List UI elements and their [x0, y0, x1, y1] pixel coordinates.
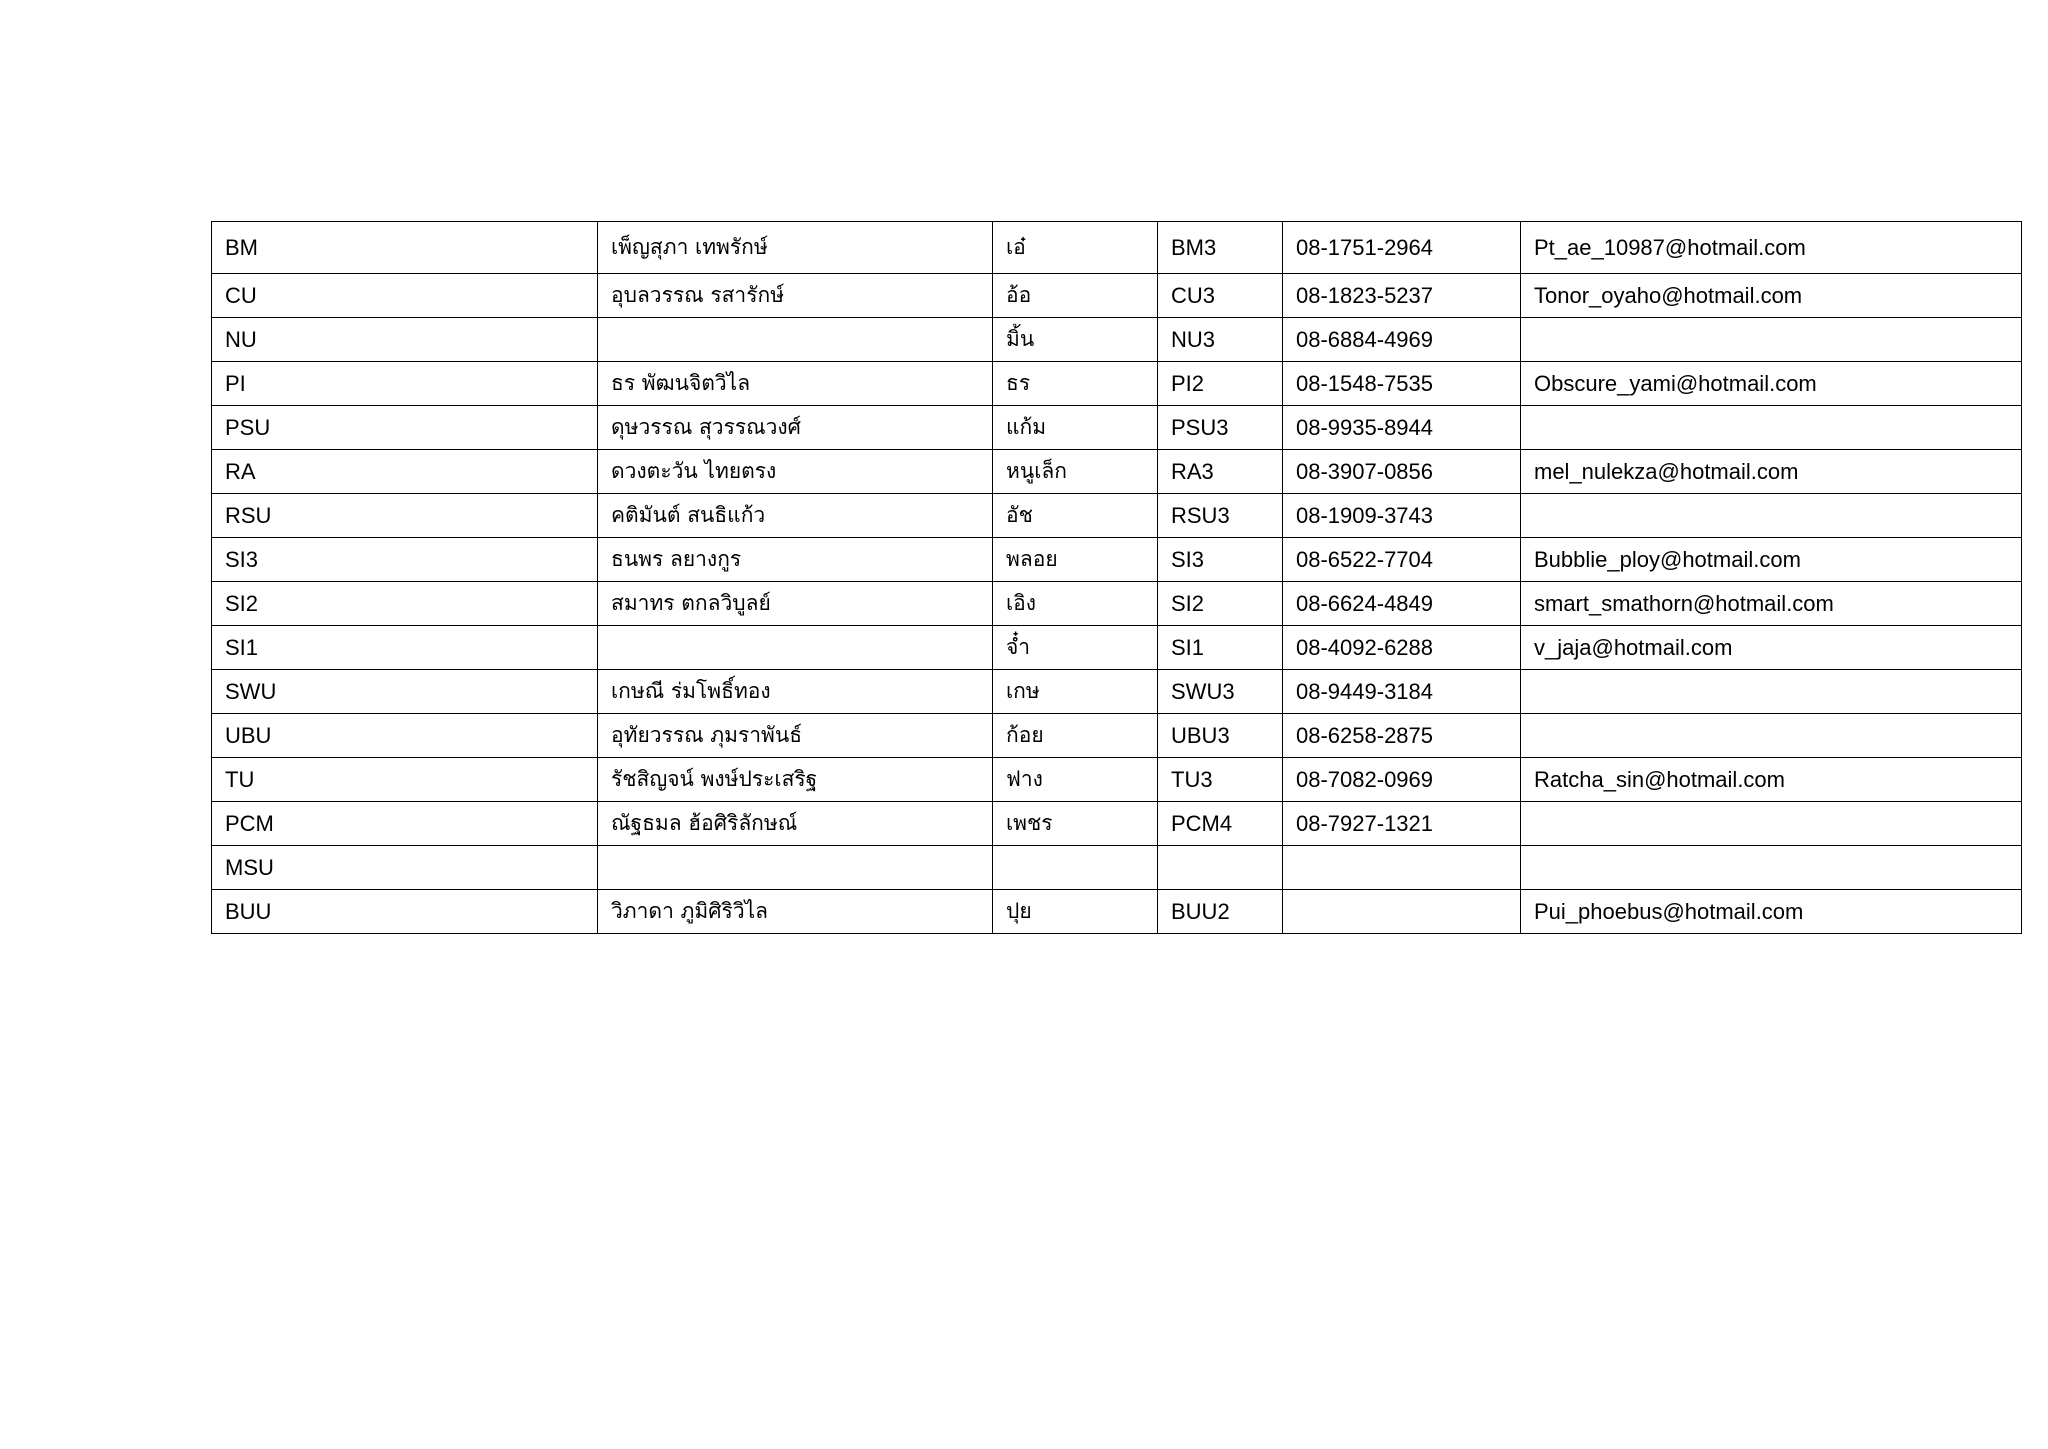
cell-name: เพ็ญสุภา เทพรักษ์ — [598, 222, 993, 274]
cell-id: UBU3 — [1158, 714, 1283, 758]
cell-email — [1521, 714, 2022, 758]
cell-name: คติมันต์ สนธิแก้ว — [598, 494, 993, 538]
cell-nickname: อ้อ — [993, 274, 1158, 318]
cell-name — [598, 318, 993, 362]
cell-phone: 08-3907-0856 — [1283, 450, 1521, 494]
cell-nickname: หนูเล็ก — [993, 450, 1158, 494]
cell-name: อุบลวรรณ รสารักษ์ — [598, 274, 993, 318]
contact-table — [211, 221, 2022, 934]
table-row — [212, 758, 2022, 802]
cell-name: ดุษวรรณ สุวรรณวงศ์ — [598, 406, 993, 450]
cell-nickname: ธร — [993, 362, 1158, 406]
cell-code: SI3 — [212, 538, 598, 582]
table-row — [212, 318, 2022, 362]
cell-code: TU — [212, 758, 598, 802]
cell-name: อุทัยวรรณ ภุมราพันธ์ — [598, 714, 993, 758]
cell-nickname: เกษ — [993, 670, 1158, 714]
cell-nickname: เอิง — [993, 582, 1158, 626]
cell-code: CU — [212, 274, 598, 318]
cell-nickname: จ๋ำ — [993, 626, 1158, 670]
cell-email: v_jaja@hotmail.com — [1521, 626, 2022, 670]
cell-id: RA3 — [1158, 450, 1283, 494]
cell-code: PCM — [212, 802, 598, 846]
cell-id: SI2 — [1158, 582, 1283, 626]
table-row — [212, 714, 2022, 758]
cell-id: NU3 — [1158, 318, 1283, 362]
cell-email — [1521, 406, 2022, 450]
cell-name: ธร พัฒนจิตวิไล — [598, 362, 993, 406]
cell-nickname: พลอย — [993, 538, 1158, 582]
cell-email — [1521, 846, 2022, 890]
table-row — [212, 582, 2022, 626]
cell-email: Ratcha_sin@hotmail.com — [1521, 758, 2022, 802]
cell-phone: 08-6884-4969 — [1283, 318, 1521, 362]
cell-email: smart_smathorn@hotmail.com — [1521, 582, 2022, 626]
cell-nickname: ปุย — [993, 890, 1158, 934]
contact-table-body — [212, 222, 2022, 934]
cell-code: RSU — [212, 494, 598, 538]
cell-name: สมาทร ตกลวิบูลย์ — [598, 582, 993, 626]
cell-name: วิภาดา ภูมิศิริวิไล — [598, 890, 993, 934]
cell-code: SWU — [212, 670, 598, 714]
cell-code: SI2 — [212, 582, 598, 626]
cell-email — [1521, 494, 2022, 538]
cell-phone: 08-9449-3184 — [1283, 670, 1521, 714]
cell-id: SWU3 — [1158, 670, 1283, 714]
cell-phone: 08-6624-4849 — [1283, 582, 1521, 626]
table-row — [212, 802, 2022, 846]
cell-phone: 08-7082-0969 — [1283, 758, 1521, 802]
cell-id: PSU3 — [1158, 406, 1283, 450]
cell-id — [1158, 846, 1283, 890]
cell-name — [598, 626, 993, 670]
cell-phone: 08-1751-2964 — [1283, 222, 1521, 274]
table-row — [212, 846, 2022, 890]
cell-name — [598, 846, 993, 890]
cell-phone: 08-1909-3743 — [1283, 494, 1521, 538]
cell-code: SI1 — [212, 626, 598, 670]
cell-code: PSU — [212, 406, 598, 450]
cell-id: TU3 — [1158, 758, 1283, 802]
table-row — [212, 362, 2022, 406]
cell-phone: 08-4092-6288 — [1283, 626, 1521, 670]
cell-nickname: อัช — [993, 494, 1158, 538]
cell-phone: 08-7927-1321 — [1283, 802, 1521, 846]
cell-phone — [1283, 890, 1521, 934]
cell-id: SI1 — [1158, 626, 1283, 670]
cell-code: UBU — [212, 714, 598, 758]
cell-code: BM — [212, 222, 598, 274]
cell-id: BM3 — [1158, 222, 1283, 274]
table-row — [212, 222, 2022, 274]
cell-id: PCM4 — [1158, 802, 1283, 846]
cell-email: Pui_phoebus@hotmail.com — [1521, 890, 2022, 934]
cell-name: ณัฐธมล ฮ้อศิริลักษณ์ — [598, 802, 993, 846]
cell-email — [1521, 318, 2022, 362]
cell-nickname — [993, 846, 1158, 890]
cell-nickname: มิ้น — [993, 318, 1158, 362]
cell-name: รัชสิญจน์ พงษ์ประเสริฐ — [598, 758, 993, 802]
cell-email — [1521, 670, 2022, 714]
table-row — [212, 670, 2022, 714]
cell-id: SI3 — [1158, 538, 1283, 582]
cell-name: เกษณี ร่มโพธิ์ทอง — [598, 670, 993, 714]
cell-code: NU — [212, 318, 598, 362]
cell-phone: 08-1823-5237 — [1283, 274, 1521, 318]
table-row — [212, 406, 2022, 450]
cell-code: PI — [212, 362, 598, 406]
cell-email: Pt_ae_10987@hotmail.com — [1521, 222, 2022, 274]
cell-phone: 08-6258-2875 — [1283, 714, 1521, 758]
cell-id: BUU2 — [1158, 890, 1283, 934]
cell-id: CU3 — [1158, 274, 1283, 318]
cell-nickname: ก้อย — [993, 714, 1158, 758]
table-row — [212, 626, 2022, 670]
table-row — [212, 538, 2022, 582]
cell-email: Tonor_oyaho@hotmail.com — [1521, 274, 2022, 318]
table-row — [212, 494, 2022, 538]
table-row — [212, 450, 2022, 494]
cell-id: RSU3 — [1158, 494, 1283, 538]
cell-nickname: เพชร — [993, 802, 1158, 846]
cell-email: Bubblie_ploy@hotmail.com — [1521, 538, 2022, 582]
cell-email: Obscure_yami@hotmail.com — [1521, 362, 2022, 406]
table-row — [212, 274, 2022, 318]
cell-email — [1521, 802, 2022, 846]
cell-phone: 08-1548-7535 — [1283, 362, 1521, 406]
cell-code: RA — [212, 450, 598, 494]
cell-name: ดวงตะวัน ไทยตรง — [598, 450, 993, 494]
cell-name: ธนพร ลยางกูร — [598, 538, 993, 582]
cell-phone: 08-9935-8944 — [1283, 406, 1521, 450]
cell-phone — [1283, 846, 1521, 890]
cell-phone: 08-6522-7704 — [1283, 538, 1521, 582]
table-row — [212, 890, 2022, 934]
cell-nickname: ฟาง — [993, 758, 1158, 802]
cell-code: BUU — [212, 890, 598, 934]
cell-nickname: เอ๋ — [993, 222, 1158, 274]
cell-email: mel_nulekza@hotmail.com — [1521, 450, 2022, 494]
cell-code: MSU — [212, 846, 598, 890]
cell-id: PI2 — [1158, 362, 1283, 406]
cell-nickname: แก้ม — [993, 406, 1158, 450]
